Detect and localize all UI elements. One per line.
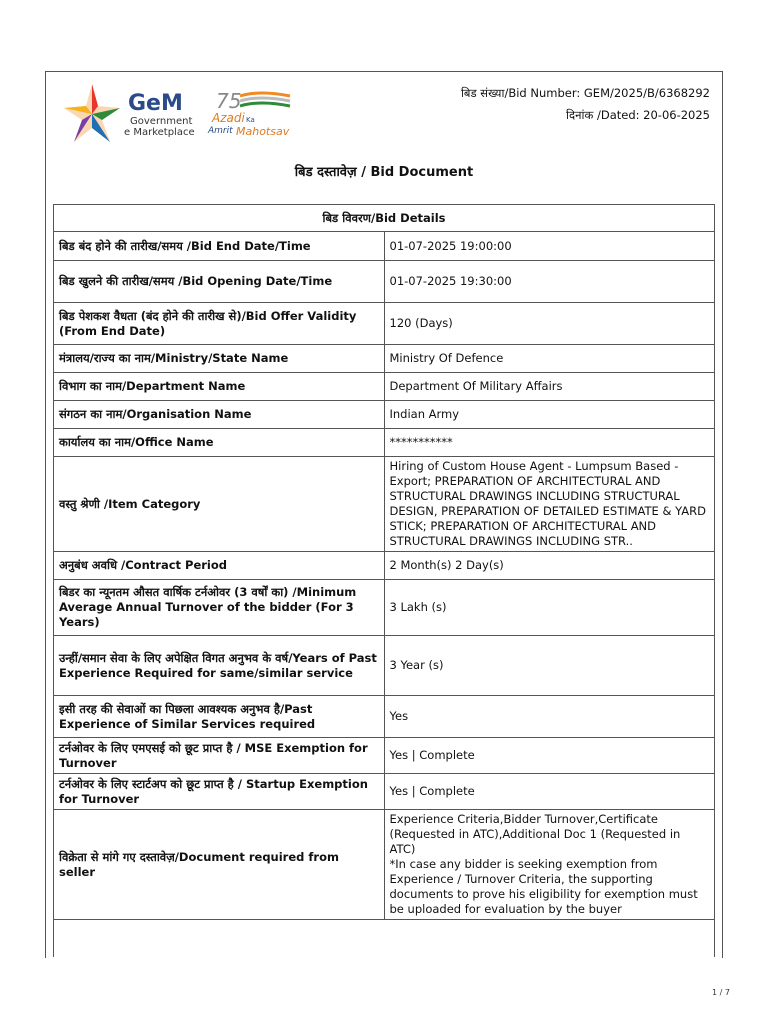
- bid-number: बिड संख्या/Bid Number: GEM/2025/B/6368292: [460, 86, 710, 100]
- row-value: Yes | Complete: [384, 738, 715, 774]
- azadi-line2: Amrit: [208, 126, 233, 136]
- row-label: इसी तरह की सेवाओं का पिछला आवश्यक अनुभव है/Past Experience of Similar Services required: [54, 696, 385, 738]
- row-value: Experience Criteria,Bidder Turnover,Certificate (Requested in ATC),Additional Doc 1 (Requested in ATC) *In case any bidder is seeking exemption from Experience / Turnover Criteria, the supporting documents to prove his eligibility for exemption must be uploaded for evaluation by the buyer: [384, 810, 715, 920]
- table-row: [54, 636, 715, 696]
- table-row: [54, 580, 715, 636]
- gem-star-icon: [64, 84, 120, 142]
- azadi-line3: Mahotsav: [236, 125, 290, 138]
- azadi-line1: Azadi: [212, 111, 245, 125]
- table-row: [54, 552, 715, 580]
- table-row: [54, 373, 715, 401]
- table-row: [54, 303, 715, 345]
- azadi-number: 75: [216, 89, 242, 113]
- table-row: [54, 345, 715, 373]
- gem-logo-sub2: e Marketplace: [124, 127, 195, 138]
- row-label: उन्हीं/समान सेवा के लिए अपेक्षित विगत अनुभव के वर्ष/Years of Past Experience Required for same/similar service: [54, 636, 385, 696]
- table-row: [54, 774, 715, 810]
- row-label: विक्रेता से मांगे गए दस्तावेज़/Document required from seller: [54, 810, 385, 920]
- document-title: बिड दस्तावेज़ / Bid Document: [294, 165, 474, 180]
- bid-header-info: [461, 82, 710, 126]
- row-label: वस्तु श्रेणी /Item Category: [54, 457, 385, 552]
- table-row: [54, 261, 715, 303]
- bid-details-table: [53, 204, 715, 920]
- row-label: बिड पेशकश वैधता (बंद होने की तारीख से)/Bid Offer Validity (From End Date): [54, 303, 385, 345]
- table-header-row: [54, 205, 715, 232]
- table-row: [54, 429, 715, 457]
- row-label: बिडर का न्यूनतम औसत वार्षिक टर्नओवर (3 वर्षों का) /Minimum Average Annual Turnover of the bidder (For 3 Years): [54, 580, 385, 636]
- row-label: बिड खुलने की तारीख/समय /Bid Opening Date/Time: [54, 261, 385, 303]
- azadi-ka-amrit-mahotsav-logo: [207, 89, 290, 138]
- row-value: 2 Month(s) 2 Day(s): [384, 552, 715, 580]
- row-value: 3 Year (s): [384, 636, 715, 696]
- table-row: [54, 696, 715, 738]
- azadi-ka: Ka: [246, 116, 255, 124]
- table-row: [54, 232, 715, 261]
- table-row: [54, 401, 715, 429]
- row-label: संगठन का नाम/Organisation Name: [54, 401, 385, 429]
- row-label: टर्नओवर के लिए स्टार्टअप को छूट प्राप्त है / Startup Exemption for Turnover: [54, 774, 385, 810]
- row-label: कार्यालय का नाम/Office Name: [54, 429, 385, 457]
- row-label: विभाग का नाम/Department Name: [54, 373, 385, 401]
- table-title: बिड विवरण/Bid Details: [54, 205, 715, 232]
- row-value: 3 Lakh (s): [384, 580, 715, 636]
- row-value: Indian Army: [384, 401, 715, 429]
- row-label: अनुबंध अवधि /Contract Period: [54, 552, 385, 580]
- row-label: मंत्रालय/राज्य का नाम/Ministry/State Name: [54, 345, 385, 373]
- gem-logo-name: GeM: [128, 91, 183, 116]
- gem-logo-sub1: Government: [130, 116, 193, 127]
- header-logos: [62, 80, 362, 150]
- row-value: 01-07-2025 19:00:00: [384, 232, 715, 261]
- row-value: 120 (Days): [384, 303, 715, 345]
- row-value: Department Of Military Affairs: [384, 373, 715, 401]
- table-row: [54, 738, 715, 774]
- row-value: ***********: [384, 429, 715, 457]
- row-value: Yes: [384, 696, 715, 738]
- row-value: 01-07-2025 19:30:00: [384, 261, 715, 303]
- row-value: Ministry Of Defence: [384, 345, 715, 373]
- bid-dated: दिनांक /Dated: 20-06-2025: [566, 108, 710, 122]
- table-row: [54, 457, 715, 552]
- row-label: टर्नओवर के लिए एमएसई को छूट प्राप्त है / MSE Exemption for Turnover: [54, 738, 385, 774]
- row-value: Yes | Complete: [384, 774, 715, 810]
- row-label: बिड बंद होने की तारीख/समय /Bid End Date/Time: [54, 232, 385, 261]
- table-continuation-box: [53, 899, 715, 957]
- row-value: Hiring of Custom House Agent - Lumpsum Based - Export; PREPARATION OF ARCHITECTURAL AND STRUCTURAL DRAWINGS INCLUDING STRUCTURAL DESIGN, PREPARATION OF DETAILED ESTIMATE & YARD STICK; PREPARATION OF ARCHITECTURAL AND STRUCTURAL DRAWINGS INCLUDING STR..: [384, 457, 715, 552]
- page-number: 1 / 7: [712, 988, 730, 997]
